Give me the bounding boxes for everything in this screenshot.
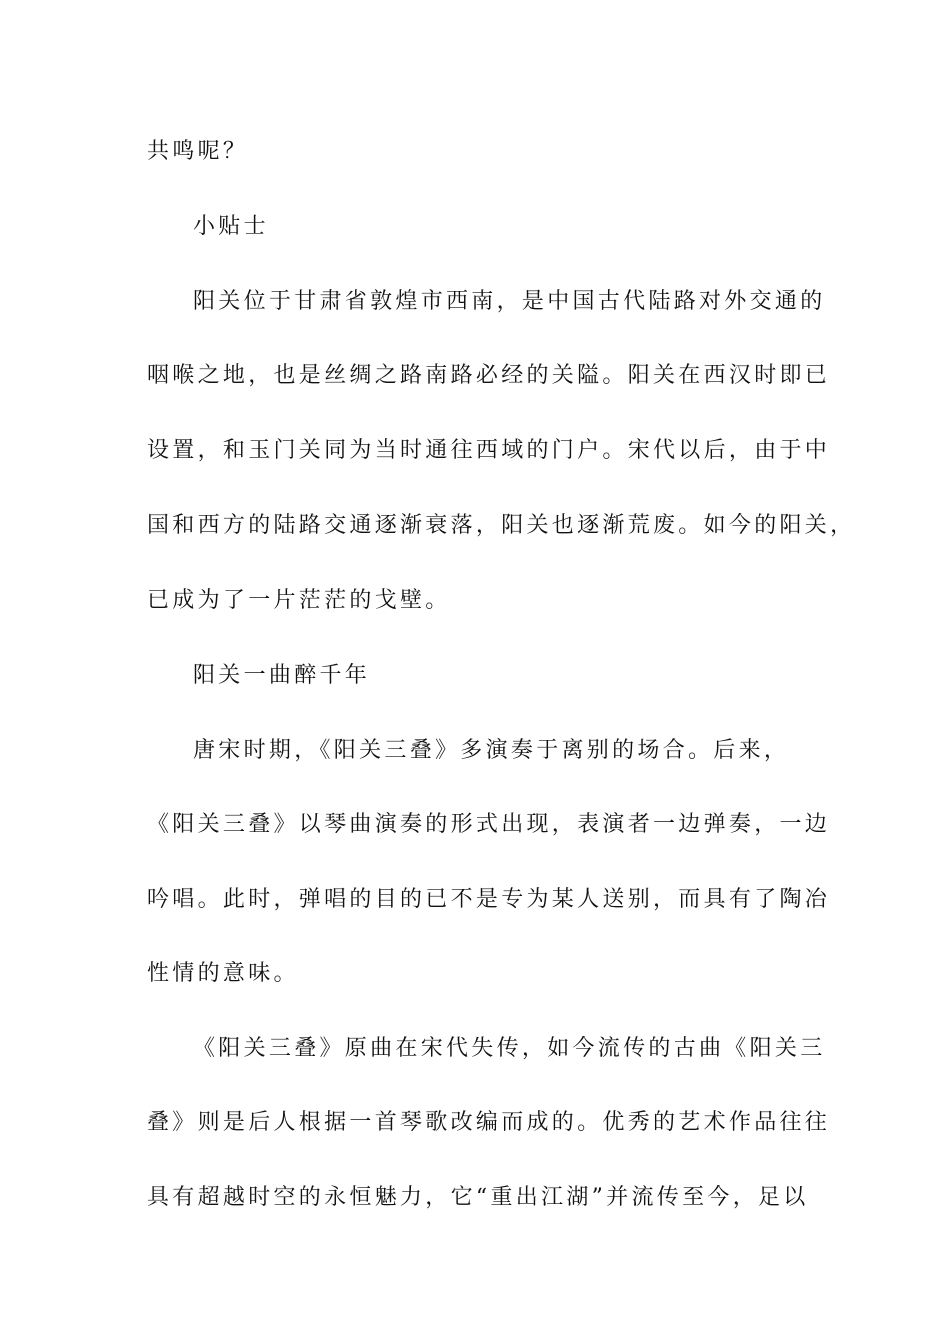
section-heading: 阳关一曲醉千年	[193, 663, 371, 688]
text-line: 性情的意味。	[147, 961, 299, 986]
section-heading: 小贴士	[193, 214, 269, 239]
text-line: 阳关位于甘肃省敦煌市西南，是中国古代陆路对外交通的	[193, 289, 826, 314]
text-line: 设置，和玉门关同为当时通往西域的门户。宋代以后，由于中	[147, 438, 831, 463]
text-line: 具有超越时空的永恒魅力，它“重出江湖”并流传至今，足以	[147, 1185, 809, 1210]
text-line: 已成为了一片茫茫的戈壁。	[147, 588, 451, 613]
text-line: 《阳关三叠》以琴曲演奏的形式出现，表演者一边弹奏，一边	[147, 812, 831, 837]
text-line: 叠》则是后人根据一首琴歌改编而成的。优秀的艺术作品往往	[147, 1110, 831, 1135]
text-line: 《阳关三叠》原曲在宋代失传，如今流传的古曲《阳关三	[193, 1036, 826, 1061]
text-line: 吟唱。此时，弹唱的目的已不是专为某人送别，而具有了陶冶	[147, 887, 831, 912]
text-line: 国和西方的陆路交通逐渐衰落，阳关也逐渐荒废。如今的阳关，	[147, 513, 856, 538]
text-line: 咽喉之地，也是丝绸之路南路必经的关隘。阳关在西汉时即已	[147, 363, 831, 388]
text-line: 共鸣呢？	[147, 139, 249, 164]
text-line: 唐宋时期，《阳关三叠》多演奏于离别的场合。后来，	[193, 738, 790, 763]
